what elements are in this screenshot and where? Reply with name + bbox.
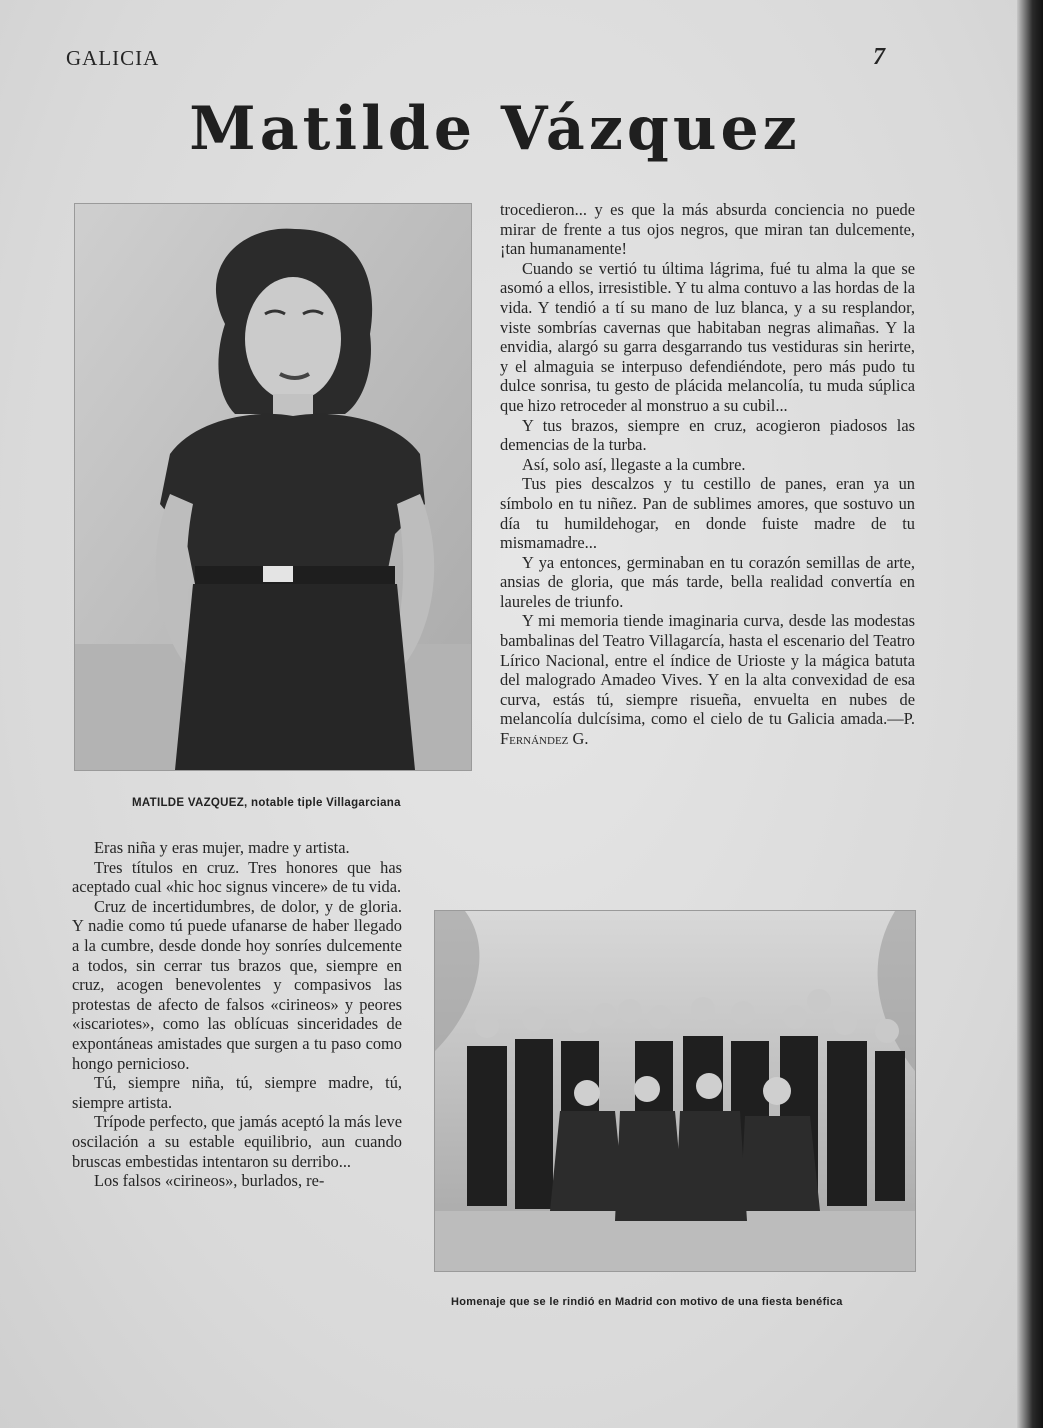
article-paragraph: Tus pies descalzos y tu cestillo de panes, eran ya un símbolo en tu niñez. Pan de sublimes amores, que sostuvo un día tu humildehogar, en donde fuiste madre de tu mismamadre... <box>500 474 915 553</box>
article-paragraph: Así, solo así, llegaste a la cumbre. <box>522 454 746 474</box>
article-right-column <box>500 200 915 749</box>
running-head: GALICIA <box>66 46 160 70</box>
article-paragraph-text: Y mi memoria tiende imaginaria curva, desde las modestas bambalinas del Teatro Villagarcía, hasta el escenario del Teatro Lírico Nacional, entre el índice de Urioste y la mágica batuta del malogrado Amadeo Vives. Y en la alta convexidad de esa curva, estás tú, siempre risueña, envuelta en nubes de melancolía dulcísima, como el cielo de tu Galicia amada. <box>500 611 915 729</box>
article-paragraph: trocedieron... y es que la más absurda conciencia no puede mirar de frente a tus ojos negros, que miran tan dulcemente, ¡tan humanamente! <box>500 200 915 259</box>
article-paragraph: Y tus brazos, siempre en cruz, acogieron piadosos las demencias de la turba. <box>500 415 915 455</box>
page-number: 7 <box>873 44 885 70</box>
author-signature: Fernández G. <box>500 729 589 749</box>
page-edge-shadow <box>1017 0 1043 1428</box>
portrait-photo <box>74 203 472 771</box>
article-title: Matilde Vázquez <box>189 94 801 164</box>
article-paragraph: Cuando se vertió tu última lágrima, fué tu alma la que se asomó a ellos, irresistible. Y tu alma contuvo a las hordas de la vida. Y tendió a tí su mano de luz blanca, y a su resplandor, viste sombrías cavernas que habitaban negras alimañas. Y la envidia, alargó su garra desgarrando tus vestiduras sin herirte, y el almaguia se interpuso defendiéndote, pero más pudo tu dulce sonrisa, tu gesto de plácida melancolía, tu muda súplica que hizo retroceder al monstruo a su cubil... <box>500 258 915 415</box>
signature-prefix: —P. <box>887 709 915 729</box>
article-paragraph: Trípode perfecto, que jamás aceptó la más leve oscilación a su estable equilibrio, aun cuando bruscas embestidas intentaron su derribo... <box>72 1112 402 1171</box>
article-paragraph-final <box>500 611 915 748</box>
group-photo-drawing <box>435 911 915 1271</box>
article-paragraph: Cruz de incertidumbres, de dolor, y de gloria. Y nadie como tú puede ufanarse de haber llegado a la cumbre, desde donde hoy sonríes dulcemente a todos, sin cerrar tus brazos que, siempre en cruz, acogen benevolentes y compasivos las protestas de afecto de falsos «cirineos» y peores «iscariotes», como las oblícuas sinceridades de expontáneas amistades que surgen a tu paso como hongo pernicioso. <box>72 896 402 1073</box>
article-paragraph: Y ya entonces, germinaban en tu corazón semillas de arte, ansias de gloria, que más tarde, bella realidad convertía en laureles de triunfo. <box>500 552 915 611</box>
portrait-caption: MATILDE VAZQUEZ, notable tiple Villagarciana <box>132 797 401 809</box>
article-paragraph: Los falsos «cirineos», burlados, re- <box>94 1171 325 1191</box>
group-caption: Homenaje que se le rindió en Madrid con motivo de una fiesta benéfica <box>451 1296 843 1308</box>
article-paragraph: Tú, siempre niña, tú, siempre madre, tú, siempre artista. <box>72 1073 402 1112</box>
article-paragraph: Tres títulos en cruz. Tres honores que has aceptado cual «hic hoc signus vincere» de tu vida. <box>72 857 402 897</box>
group-photo <box>434 910 916 1272</box>
portrait-photo-drawing <box>75 204 471 770</box>
article-left-column <box>72 838 402 1191</box>
article-paragraph: Eras niña y eras mujer, madre y artista. <box>94 838 350 857</box>
